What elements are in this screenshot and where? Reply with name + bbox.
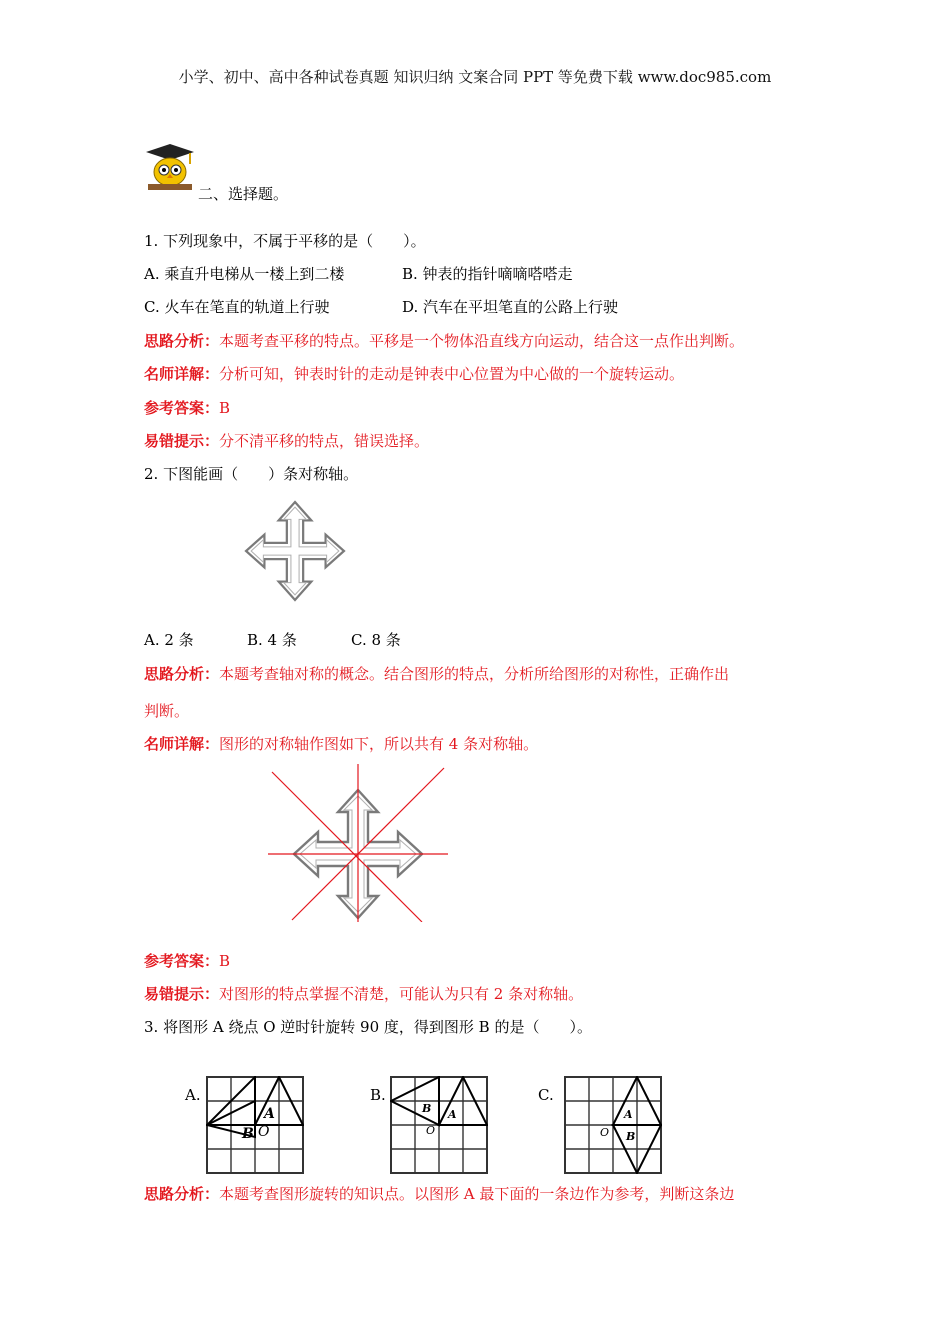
q2-answer [144,951,230,971]
page-header: 小学、初中、高中各种试卷真题 知识归纳 文案合同 PPT 等免费下载 www.doc985.com [178,68,772,86]
q3-grid-a [206,1076,304,1174]
analysis-label: 思路分析： [144,332,220,350]
q3-b-letter-a: A [448,1108,457,1121]
explain-text: 图形的对称轴作图如下，所以共有 4 条对称轴。 [219,735,539,753]
q1-option-a: A. 乘直升电梯从一楼上到二楼 [144,265,345,283]
q3-c-letter-b: B [626,1130,636,1143]
q1-analysis [144,331,744,351]
q3-analysis [144,1184,734,1204]
answer-label: 参考答案： [144,952,220,970]
analysis-label: 思路分析： [144,1185,220,1203]
q3-b-letter-o: O [426,1124,436,1137]
q3-choice-c-label: C. [538,1086,554,1104]
q3-b-letter-b: B [422,1102,432,1115]
q1-tip [144,431,429,451]
explain-label: 名师详解： [144,365,220,383]
q1-answer [144,398,230,418]
q3-choice-b-label: B. [370,1086,386,1104]
explain-text: 分析可知，钟表时针的走动是钟表中心位置为中心做的一个旋转运动。 [219,365,685,383]
q2-option-c: C. 8 条 [351,631,401,649]
tip-text: 对图形的特点掌握不清楚，可能认为只有 2 条对称轴。 [219,985,584,1003]
four-arrow-cross-figure [244,500,346,602]
owl-scholar-icon [140,142,198,194]
explain-label: 名师详解： [144,735,220,753]
analysis-label: 思路分析： [144,665,220,683]
section-title: 二、选择题。 [198,185,289,203]
answer-label: 参考答案： [144,399,220,417]
q3-grid-b [390,1076,488,1174]
q3-a-letter-a: A [264,1106,275,1122]
q1-option-c: C. 火车在笔直的轨道上行驶 [144,298,330,316]
q1-explain [144,364,684,384]
tip-label: 易错提示： [144,985,220,1003]
q3-grid-c [564,1076,662,1174]
q2-option-a: A. 2 条 [144,631,194,649]
q2-analysis [144,664,729,684]
q1-stem: 1. 下列现象中，不属于平移的是（ ）。 [144,232,426,250]
tip-label: 易错提示： [144,432,220,450]
q1-option-d: D. 汽车在平坦笔直的公路上行驶 [402,298,619,316]
q2-option-b: B. 4 条 [247,631,297,649]
analysis-text: 本题考查图形旋转的知识点。以图形 A 最下面的一条边作为参考，判断这条边 [219,1185,735,1203]
q2-stem: 2. 下图能画（ ）条对称轴。 [144,465,359,483]
q3-stem: 3. 将图形 A 绕点 O 逆时针旋转 90 度，得到图形 B 的是（ ）。 [144,1018,592,1036]
q1-option-b: B. 钟表的指针嘀嘀嗒嗒走 [402,265,573,283]
q3-c-letter-a: A [624,1108,633,1121]
q2-tip [144,984,583,1004]
analysis-text: 本题考查平移的特点。平移是一个物体沿直线方向运动，结合这一点作出判断。 [219,332,745,350]
q2-analysis-cont: 判断。 [144,702,190,720]
q2-explain [144,734,538,754]
symmetry-axes-figure [268,764,448,922]
q3-a-letter-b: B [242,1126,254,1142]
answer-text: B [219,952,231,970]
q3-a-letter-o: O [258,1124,270,1140]
analysis-text: 本题考查轴对称的概念。结合图形的特点，分析所给图形的对称性，正确作出 [219,665,730,683]
q3-choice-a-label: A. [185,1086,201,1104]
tip-text: 分不清平移的特点，错误选择。 [219,432,430,450]
answer-text: B [219,399,231,417]
q3-c-letter-o: O [600,1126,610,1139]
